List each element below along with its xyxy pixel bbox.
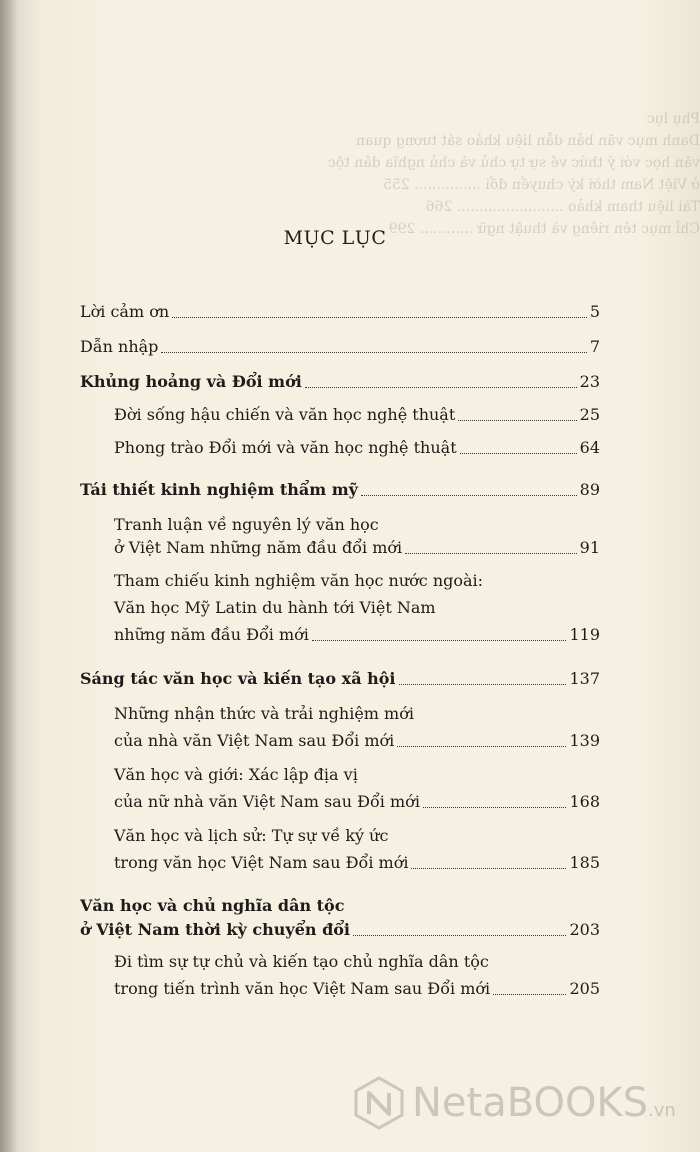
toc-chapter-line: Những nhận thức và trải nghiệm mới xyxy=(114,704,414,723)
ghost-line: Phụ lục xyxy=(646,111,700,127)
toc-page-number: 205 xyxy=(569,979,600,998)
toc-entry-title: Sáng tác văn học và kiến tạo xã hội xyxy=(80,669,396,688)
toc-page-number: 119 xyxy=(569,625,600,644)
ghost-line: Danh mục văn bản dẫn liệu khảo sát tương quan xyxy=(355,133,700,149)
toc-page-number: 5 xyxy=(589,302,600,321)
toc-chapter-line: Văn học và lịch sử: Tự sự về ký ức xyxy=(114,826,389,845)
toc-chapter xyxy=(114,619,600,645)
toc-chapter xyxy=(114,725,600,751)
toc-entry-title: ở Việt Nam những năm đầu đổi mới xyxy=(114,538,403,557)
watermark-text xyxy=(412,1080,676,1126)
toc-part-4 xyxy=(80,914,600,940)
page-title: MỤC LỤC xyxy=(283,227,387,249)
leader-dots xyxy=(305,387,577,388)
toc-page-number: 168 xyxy=(569,792,600,811)
watermark-suffix: .vn xyxy=(648,1100,676,1121)
ghost-line: văn học với ý thức về sự tự chủ và chủ nghĩa dân tộc xyxy=(327,155,700,171)
ghost-line: Chỉ mục tên riêng và thuật ngữ ............ 299 xyxy=(388,221,700,237)
toc-entry-title: ở Việt Nam thời kỳ chuyển đổi xyxy=(80,920,351,939)
spine-shadow xyxy=(0,0,18,1152)
toc-page-number: 185 xyxy=(569,853,600,872)
toc-page-number: 7 xyxy=(589,337,600,356)
toc-entry-introduction xyxy=(80,331,600,357)
toc-chapter-line: Văn học và giới: Xác lập địa vị xyxy=(114,765,358,784)
toc-chapter xyxy=(114,786,600,812)
leader-dots xyxy=(397,746,566,747)
toc-chapter-line: Tranh luận về nguyên lý văn học xyxy=(114,515,379,534)
leader-dots xyxy=(460,453,577,454)
toc-chapter-line: Văn học Mỹ Latin du hành tới Việt Nam xyxy=(114,598,436,617)
toc-entry-title: Phong trào Đổi mới và văn học nghệ thuật xyxy=(114,438,457,457)
leader-dots xyxy=(361,495,577,496)
watermark-brand: NetaBOOKS xyxy=(412,1080,649,1126)
toc-part-4-line: Văn học và chủ nghĩa dân tộc xyxy=(80,896,345,915)
leader-dots xyxy=(161,352,586,353)
toc-chapter xyxy=(114,532,600,558)
toc-entry-acknowledgements xyxy=(80,296,600,322)
leader-dots xyxy=(411,868,566,869)
netabooks-watermark xyxy=(352,1076,676,1130)
toc-page-number: 23 xyxy=(579,372,600,391)
toc-chapter xyxy=(114,847,600,873)
toc-entry-title: Tái thiết kinh nghiệm thẩm mỹ xyxy=(80,480,358,499)
toc-page-number: 203 xyxy=(569,920,600,939)
toc-entry-title: Dẫn nhập xyxy=(80,337,159,356)
toc-page-number: 64 xyxy=(579,438,600,457)
toc-part-2 xyxy=(80,474,600,500)
toc-chapter xyxy=(114,973,600,999)
leader-dots xyxy=(458,420,576,421)
toc-entry-title: Đời sống hậu chiến và văn học nghệ thuật xyxy=(114,405,456,424)
toc-entry-title: Khủng hoảng và Đổi mới xyxy=(80,372,302,391)
leader-dots xyxy=(399,684,567,685)
toc-page-number: 139 xyxy=(569,731,600,750)
toc-page-number: 91 xyxy=(579,538,600,557)
ghost-line: ở Việt Nam thời kỳ chuyển đổi ............... 255 xyxy=(383,177,700,193)
bleed-through-text xyxy=(250,108,700,240)
toc-page-number: 89 xyxy=(579,480,600,499)
toc-chapter-line: Tham chiếu kinh nghiệm văn học nước ngoài: xyxy=(114,571,484,590)
toc-entry-title: của nhà văn Việt Nam sau Đổi mới xyxy=(114,731,395,750)
toc-page-number: 25 xyxy=(579,405,600,424)
toc-part-3 xyxy=(80,663,600,689)
toc-entry-title: của nữ nhà văn Việt Nam sau Đổi mới xyxy=(114,792,420,811)
leader-dots xyxy=(423,807,567,808)
toc-entry-title: những năm đầu Đổi mới xyxy=(114,625,309,644)
leader-dots xyxy=(172,317,587,318)
leader-dots xyxy=(493,994,566,995)
leader-dots xyxy=(312,640,567,641)
toc-chapter xyxy=(114,432,600,458)
toc-part-1 xyxy=(80,366,600,392)
netabooks-logo-icon xyxy=(352,1076,406,1130)
toc-entry-title: trong tiến trình văn học Việt Nam sau Đổi mới xyxy=(114,979,491,998)
toc-chapter xyxy=(114,399,600,425)
toc-entry-title: trong văn học Việt Nam sau Đổi mới xyxy=(114,853,409,872)
toc-chapter-line: Đi tìm sự tự chủ và kiến tạo chủ nghĩa dân tộc xyxy=(114,952,489,971)
ghost-line: Tài liệu tham khảo ........................ 266 xyxy=(425,199,700,215)
leader-dots xyxy=(353,935,566,936)
leader-dots xyxy=(405,553,577,554)
toc-entry-title: Lời cảm ơn xyxy=(80,302,170,321)
toc-page-number: 137 xyxy=(569,669,600,688)
